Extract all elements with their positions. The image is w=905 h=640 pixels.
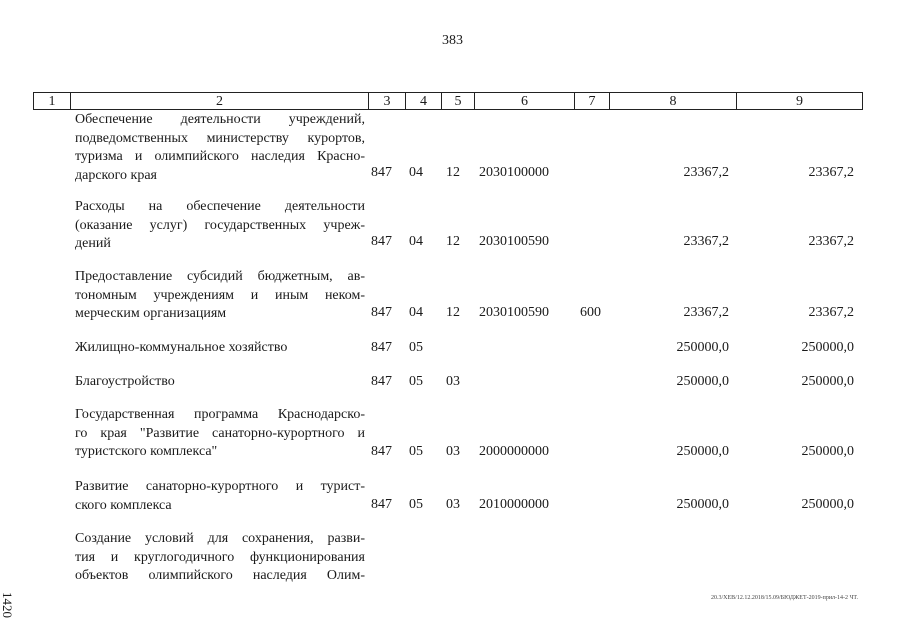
cell-subsection: 12 (446, 234, 460, 249)
row-name-line: тономным учреждениям и иным неком- (75, 287, 365, 303)
header-cell-8: 8 (609, 92, 736, 110)
header-cell-5: 5 (441, 92, 474, 110)
row-name (75, 198, 365, 254)
cell-subsection: 03 (446, 374, 460, 389)
row-name (75, 111, 365, 185)
header-cell-4: 4 (405, 92, 441, 110)
header-cell-2: 2 (70, 92, 368, 110)
row-name-line: дений (75, 236, 111, 251)
cell-section: 05 (409, 374, 423, 389)
cell-amount-8: 250000,0 (676, 340, 729, 355)
cell-target-code: 2000000000 (479, 444, 549, 459)
row-name-line: Благоустройство (75, 374, 175, 389)
cell-amount-8: 250000,0 (676, 497, 729, 512)
cell-ministry: 847 (371, 165, 392, 180)
side-page-number: 1420 (0, 592, 15, 618)
cell-amount-9: 23367,2 (808, 234, 854, 249)
row-name-line: (оказание услуг) государственных учреж- (75, 217, 365, 233)
row-name-line: туристского комплекса" (75, 444, 218, 459)
cell-section: 04 (409, 165, 423, 180)
row-name-line: Государственная программа Краснодарско- (75, 407, 365, 422)
cell-target-code: 2010000000 (479, 497, 549, 512)
row-name-line: тия и круглогодичного функционирования (75, 549, 365, 565)
cell-ministry: 847 (371, 234, 392, 249)
cell-amount-9: 250000,0 (801, 340, 854, 355)
cell-amount-8: 23367,2 (683, 234, 729, 249)
row-name-line: Расходы на обеспечение деятельности (75, 199, 365, 214)
cell-section: 05 (409, 444, 423, 459)
cell-amount-8: 23367,2 (683, 305, 729, 320)
cell-section: 04 (409, 305, 423, 320)
row-name (75, 530, 365, 586)
row-name-line: дарского края (75, 167, 157, 183)
row-name-line: мерческим организациям (75, 306, 227, 321)
cell-amount-8: 250000,0 (676, 444, 729, 459)
cell-amount-8: 23367,2 (683, 165, 729, 180)
row-name (75, 339, 365, 358)
row-name-line: Жилищно-коммунальное хозяйство (75, 340, 288, 355)
cell-target-code: 2030100000 (479, 165, 549, 180)
cell-target-code: 2030100590 (479, 305, 549, 320)
cell-target-code: 2030100590 (479, 234, 549, 249)
row-name-line: туризма и олимпийского наследия Красно- (75, 149, 365, 164)
cell-ministry: 847 (371, 497, 392, 512)
cell-ministry: 847 (371, 340, 392, 355)
cell-section: 05 (409, 497, 423, 512)
row-name-line: Обеспечение деятельности учреждений, (75, 112, 365, 127)
header-cell-1: 1 (33, 92, 70, 110)
page-number: 383 (442, 33, 463, 48)
cell-subsection: 12 (446, 305, 460, 320)
cell-ministry: 847 (371, 305, 392, 320)
cell-expense-type: 600 (580, 305, 601, 320)
row-name-line: подведомственных министерству курортов, (75, 130, 365, 146)
cell-section: 05 (409, 340, 423, 355)
cell-ministry: 847 (371, 374, 392, 389)
cell-subsection: 03 (446, 497, 460, 512)
document-code: 20.3/ХЕВ/12.12.2018/15.09/БЮДЖЕТ-2019-прил-14-2 ЧТ. (711, 595, 858, 601)
cell-amount-9: 250000,0 (801, 497, 854, 512)
header-cell-9: 9 (736, 92, 862, 110)
header-cell-3: 3 (368, 92, 405, 110)
row-name (75, 478, 365, 515)
cell-amount-9: 250000,0 (801, 374, 854, 389)
row-name (75, 406, 365, 462)
cell-amount-9: 23367,2 (808, 305, 854, 320)
row-name (75, 373, 365, 392)
row-name-line: объектов олимпийского наследия Олим- (75, 568, 365, 583)
cell-amount-8: 250000,0 (676, 374, 729, 389)
row-name-line: ского комплекса (75, 497, 172, 513)
row-name-line: го края "Развитие санаторно-курортного и (75, 425, 365, 441)
row-name-line: Развитие санаторно-курортного и турист- (75, 479, 365, 494)
row-name-line: Предоставление субсидий бюджетным, ав- (75, 269, 365, 284)
cell-section: 04 (409, 234, 423, 249)
cell-amount-9: 23367,2 (808, 165, 854, 180)
cell-amount-9: 250000,0 (801, 444, 854, 459)
cell-ministry: 847 (371, 444, 392, 459)
header-cell-6: 6 (474, 92, 574, 110)
row-name (75, 268, 365, 324)
row-name-line: Создание условий для сохранения, разви- (75, 531, 365, 546)
cell-subsection: 03 (446, 444, 460, 459)
header-cell-7: 7 (574, 92, 609, 110)
cell-subsection: 12 (446, 165, 460, 180)
